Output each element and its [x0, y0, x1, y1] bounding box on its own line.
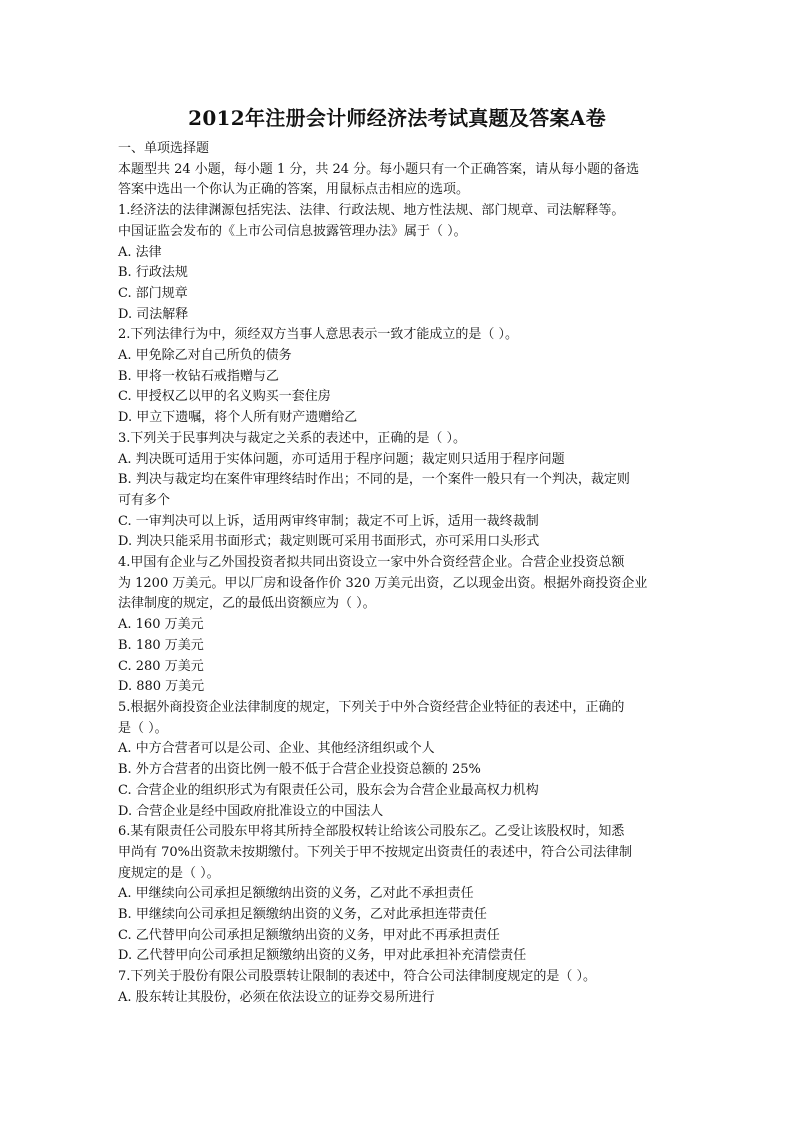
question-2-option-c[interactable]: C. 甲授权乙以甲的名义购买一套住房 — [118, 389, 331, 405]
question-4-text: 4.甲国有企业与乙外国投资者拟共同出资设立一家中外合资经营企业。合营企业投资总额 — [118, 555, 625, 571]
question-6-option-a[interactable]: A. 甲继续向公司承担足额缴纳出资的义务，乙对此不承担责任 — [118, 886, 474, 902]
question-6-option-b[interactable]: B. 甲继续向公司承担足额缴纳出资的义务，乙对此承担连带责任 — [118, 907, 487, 923]
question-3-option-b[interactable]: B. 判决与裁定均在案件审理终结时作出；不同的是，一个案件一般只有一个判决，裁定则 — [118, 472, 630, 488]
question-5-text: 5.根据外商投资企业法律制度的规定，下列关于中外合资经营企业特征的表述中，正确的 — [118, 699, 625, 715]
question-7-option-a[interactable]: A. 股东转让其股份，必须在依法设立的证券交易所进行 — [118, 989, 435, 1005]
question-6-option-d[interactable]: D. 乙代替甲向公司承担足额缴纳出资的义务，甲对此承担补充清偿责任 — [118, 948, 527, 964]
question-2-text: 2.下列法律行为中，须经双方当事人意思表示一致才能成立的是（ ）。 — [118, 327, 519, 343]
question-5-option-b[interactable]: B. 外方合营者的出资比例一般不低于合营企业投资总额的 25% — [118, 762, 481, 778]
question-2-option-b[interactable]: B. 甲将一枚钻石戒指赠与乙 — [118, 368, 279, 384]
question-5-text: 是（ ）。 — [118, 720, 168, 736]
question-1-text: 中国证监会发布的《上市公司信息披露管理办法》属于（ ）。 — [118, 223, 467, 239]
question-7-text: 7.下列关于股份有限公司股票转让限制的表述中，符合公司法律制度规定的是（ ）。 — [118, 969, 597, 985]
document-body — [118, 139, 680, 1009]
question-6-text: 度规定的是（ ）。 — [118, 865, 220, 881]
question-4-option-d[interactable]: D. 880 万美元 — [118, 679, 205, 695]
question-1-text: 1.经济法的法律渊源包括宪法、法律、行政法规、地方性法规、部门规章、司法解释等。 — [118, 203, 625, 219]
question-1-option-a[interactable]: A. 法律 — [118, 244, 162, 260]
question-3-text: 3.下列关于民事判决与裁定之关系的表述中，正确的是（ ）。 — [118, 430, 467, 446]
question-4-text: 为 1200 万美元。甲以厂房和设备作价 320 万美元出资，乙以现金出资。根据外商投资企业 — [118, 575, 648, 591]
question-1-option-c[interactable]: C. 部门规章 — [118, 285, 188, 301]
instructions-line: 本题型共 24 小题，每小题 1 分，共 24 分。每小题只有一个正确答案，请从每小题的备选 — [118, 161, 640, 177]
question-2-option-a[interactable]: A. 甲免除乙对自己所负的债务 — [118, 348, 292, 364]
instructions-line: 答案中选出一个你认为正确的答案，用鼠标点击相应的选项。 — [118, 182, 470, 198]
question-1-option-b[interactable]: B. 行政法规 — [118, 265, 188, 281]
question-4-option-b[interactable]: B. 180 万美元 — [118, 637, 204, 653]
question-3-option-d[interactable]: D. 判决只能采用书面形式；裁定则既可采用书面形式，亦可采用口头形式 — [118, 534, 540, 550]
question-1-option-d[interactable]: D. 司法解释 — [118, 306, 189, 322]
question-3-option-b-continued[interactable]: 可有多个 — [118, 492, 171, 508]
question-6-option-c[interactable]: C. 乙代替甲向公司承担足额缴纳出资的义务，甲对此不再承担责任 — [118, 927, 500, 943]
question-5-option-a[interactable]: A. 中方合营者可以是公司、企业、其他经济组织或个人 — [118, 741, 435, 757]
question-3-option-a[interactable]: A. 判决既可适用于实体问题，亦可适用于程序问题；裁定则只适用于程序问题 — [118, 451, 565, 467]
question-4-option-c[interactable]: C. 280 万美元 — [118, 658, 204, 674]
question-5-option-d[interactable]: D. 合营企业是经中国政府批准设立的中国法人 — [118, 803, 384, 819]
question-6-text: 6.某有限责任公司股东甲将其所持全部股权转让给该公司股东乙。乙受让该股权时，知悉 — [118, 824, 625, 840]
question-3-option-c[interactable]: C. 一审判决可以上诉，适用两审终审制；裁定不可上诉，适用一裁终裁制 — [118, 513, 539, 529]
question-4-text: 法律制度的规定，乙的最低出资额应为（ ）。 — [118, 596, 376, 612]
document-title: 2012年注册会计师经济法考试真题及答案A卷 — [188, 106, 606, 130]
section-heading: 一、单项选择题 — [118, 141, 210, 156]
question-4-option-a[interactable]: A. 160 万美元 — [118, 617, 204, 633]
question-5-option-c[interactable]: C. 合营企业的组织形式为有限责任公司，股东会为合营企业最高权力机构 — [118, 782, 539, 798]
question-2-option-d[interactable]: D. 甲立下遗嘱，将个人所有财产遗赠给乙 — [118, 410, 358, 426]
question-6-text: 甲尚有 70%出资款未按期缴付。下列关于甲不按规定出资责任的表述中，符合公司法律制 — [118, 844, 633, 860]
